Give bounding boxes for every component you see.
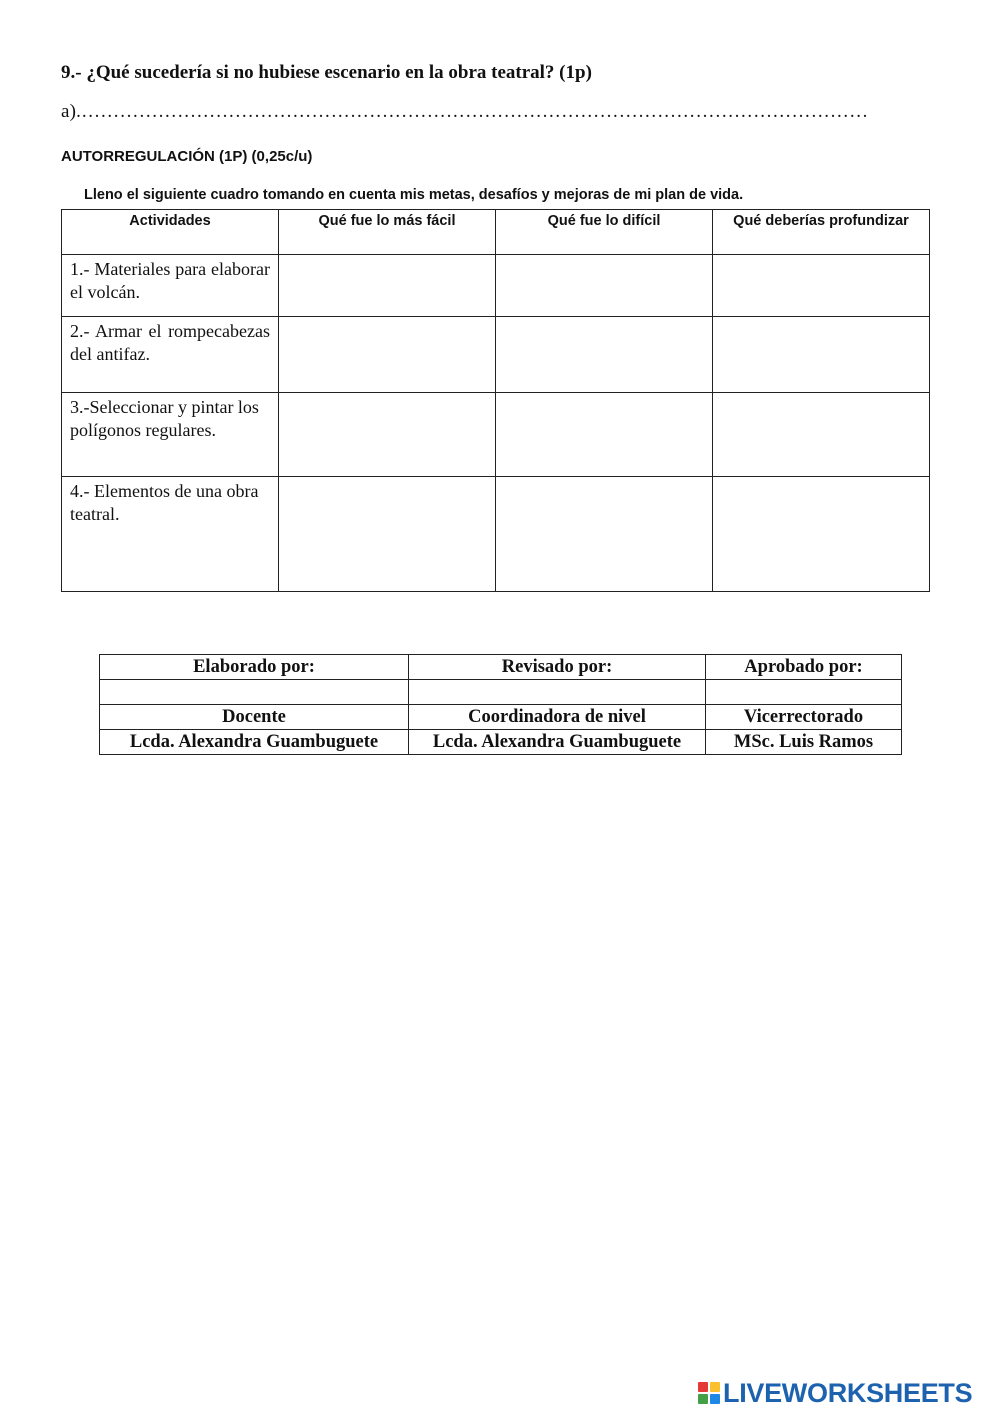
logo-square-red [698, 1382, 708, 1392]
liveworksheets-logo-icon [698, 1382, 720, 1404]
header-mas-facil: Qué fue lo más fácil [279, 210, 496, 255]
signature-name-row [100, 730, 902, 755]
answer-cell-profundizar[interactable] [713, 317, 930, 393]
answer-cell-facil[interactable] [279, 477, 496, 592]
activity-cell: 1.- Materiales para elaborar el volcán. [62, 255, 279, 317]
header-dificil: Qué fue lo difícil [496, 210, 713, 255]
logo-square-blue [710, 1394, 720, 1404]
name-aprobado: MSc. Luis Ramos [706, 730, 902, 755]
table-instruction: Lleno el siguiente cuadro tomando en cuenta mis metas, desafíos y mejoras de mi plan de vida. [84, 187, 744, 203]
logo-square-yellow [710, 1382, 720, 1392]
signature-table [99, 654, 902, 755]
table-row [62, 477, 930, 592]
brand-text: LIVEWORKSHEETS [723, 1377, 973, 1408]
revisado-label: Revisado por: [409, 655, 706, 680]
signature-cell [409, 680, 706, 705]
answer-cell-dificil[interactable] [496, 477, 713, 592]
role-coordinadora: Coordinadora de nivel [409, 705, 706, 730]
elaborado-label: Elaborado por: [100, 655, 409, 680]
aprobado-label: Aprobado por: [706, 655, 902, 680]
signature-cell [706, 680, 902, 705]
activity-cell: 3.-Seleccionar y pintar los polígonos regulares. [62, 393, 279, 477]
activity-cell: 2.- Armar el rompecabezas del antifaz. [62, 317, 279, 393]
activities-table [61, 209, 930, 592]
answer-cell-dificil[interactable] [496, 393, 713, 477]
activities-header-row [62, 210, 930, 255]
name-elaborado: Lcda. Alexandra Guambuguete [100, 730, 409, 755]
answer-cell-profundizar[interactable] [713, 255, 930, 317]
answer-cell-facil[interactable] [279, 255, 496, 317]
answer-cell-dificil[interactable] [496, 255, 713, 317]
signature-header-row [100, 655, 902, 680]
table-row [62, 393, 930, 477]
liveworksheets-brand[interactable] [698, 1378, 972, 1408]
answer-cell-facil[interactable] [279, 317, 496, 393]
role-vicerrectorado: Vicerrectorado [706, 705, 902, 730]
activity-cell: 4.- Elementos de una obra teatral. [62, 477, 279, 592]
signature-cell [100, 680, 409, 705]
signature-blank-row [100, 680, 902, 705]
header-actividades: Actividades [62, 210, 279, 255]
section-title: AUTORREGULACIÓN (1P) (0,25c/u) [61, 148, 313, 165]
table-row [62, 317, 930, 393]
answer-line-a[interactable]: a).…………………………………………………………………………………………………………… [61, 101, 869, 122]
header-profundizar: Qué deberías profundizar [713, 210, 930, 255]
logo-square-green [698, 1394, 708, 1404]
answer-cell-facil[interactable] [279, 393, 496, 477]
signature-role-row [100, 705, 902, 730]
answer-cell-profundizar[interactable] [713, 393, 930, 477]
role-docente: Docente [100, 705, 409, 730]
answer-cell-dificil[interactable] [496, 317, 713, 393]
table-row [62, 255, 930, 317]
question-9: 9.- ¿Qué sucedería si no hubiese escenario en la obra teatral? (1p) [61, 62, 592, 83]
name-revisado: Lcda. Alexandra Guambuguete [409, 730, 706, 755]
answer-cell-profundizar[interactable] [713, 477, 930, 592]
